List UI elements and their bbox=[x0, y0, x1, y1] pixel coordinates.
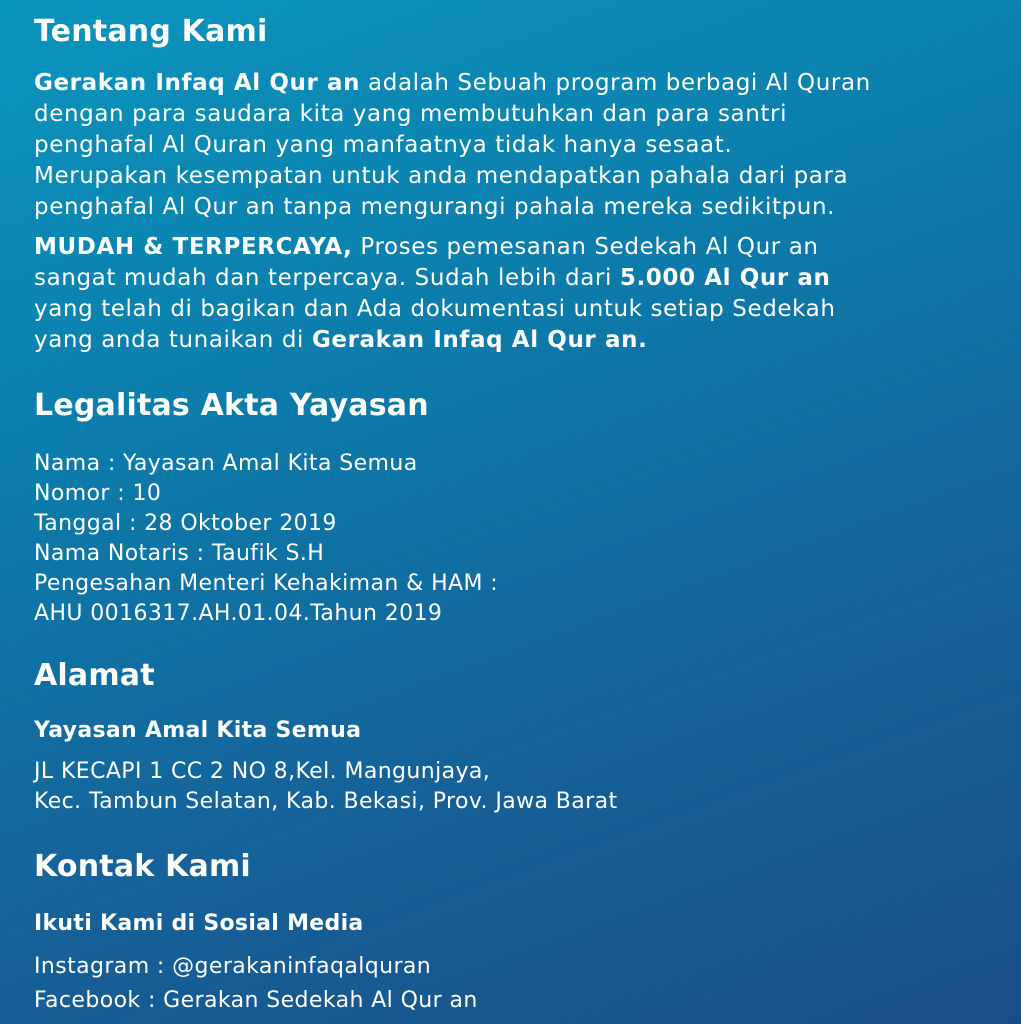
legal-details bbox=[34, 449, 498, 629]
about-p1-line-4: Merupakan kesempatan untuk anda mendapatkan pahala dari para bbox=[34, 163, 849, 189]
program-name: Gerakan Infaq Al Qur an bbox=[34, 70, 361, 96]
about-p1-line-3: penghafal Al Quran yang manfaatnya tidak hanya sesaat. bbox=[34, 132, 733, 158]
about-title: Tentang Kami bbox=[34, 14, 268, 49]
legal-date: Tanggal : 28 Oktober 2019 bbox=[34, 511, 337, 536]
about-p1-line-5: penghafal Al Qur an tanpa mengurangi pahala mereka sedikitpun. bbox=[34, 194, 836, 220]
legal-ahu-number: AHU 0016317.AH.01.04.Tahun 2019 bbox=[34, 601, 443, 626]
about-paragraph-2 bbox=[34, 232, 836, 356]
contact-title: Kontak Kami bbox=[34, 849, 251, 884]
tagline-bold: MUDAH & TERPERCAYA, bbox=[34, 234, 353, 260]
address-title: Alamat bbox=[34, 658, 155, 693]
legal-number: Nomor : 10 bbox=[34, 481, 162, 506]
about-p2-line-1: MUDAH & TERPERCAYA, Proses pemesanan Sedekah Al Qur an bbox=[34, 234, 819, 260]
about-p2-line-2: sangat mudah dan terpercaya. Sudah lebih dari 5.000 Al Qur an bbox=[34, 265, 831, 291]
about-p2-line-3: yang telah di bagikan dan Ada dokumentasi untuk setiap Sedekah bbox=[34, 296, 836, 322]
address-line-2: Kec. Tambun Selatan, Kab. Bekasi, Prov. Jawa Barat bbox=[34, 789, 618, 814]
legal-name: Nama : Yayasan Amal Kita Semua bbox=[34, 451, 418, 476]
program-name-bold: Gerakan Infaq Al Qur an. bbox=[311, 327, 648, 353]
legal-title: Legalitas Akta Yayasan bbox=[34, 388, 429, 423]
about-p1-line-1: Gerakan Infaq Al Qur an adalah Sebuah program berbagi Al Quran bbox=[34, 70, 871, 96]
about-p2-line-4: yang anda tunaikan di Gerakan Infaq Al Qur an. bbox=[34, 327, 648, 353]
about-paragraph-1 bbox=[34, 68, 871, 223]
quran-count: 5.000 Al Qur an bbox=[619, 265, 831, 291]
address-details bbox=[34, 757, 618, 817]
about-p1-line-2: dengan para saudara kita yang membutuhkan dan para santri bbox=[34, 101, 788, 127]
legal-notary: Nama Notaris : Taufik S.H bbox=[34, 541, 325, 566]
instagram-link[interactable]: Instagram : @gerakaninfaqalquran bbox=[34, 954, 432, 979]
social-follow-label: Ikuti Kami di Sosial Media bbox=[34, 911, 364, 936]
legal-ministry: Pengesahan Menteri Kehakiman & HAM : bbox=[34, 571, 499, 596]
address-org: Yayasan Amal Kita Semua bbox=[34, 718, 362, 743]
social-links bbox=[34, 950, 478, 1018]
facebook-link[interactable]: Facebook : Gerakan Sedekah Al Qur an bbox=[34, 988, 478, 1013]
address-line-1: JL KECAPI 1 CC 2 NO 8,Kel. Mangunjaya, bbox=[34, 759, 491, 784]
